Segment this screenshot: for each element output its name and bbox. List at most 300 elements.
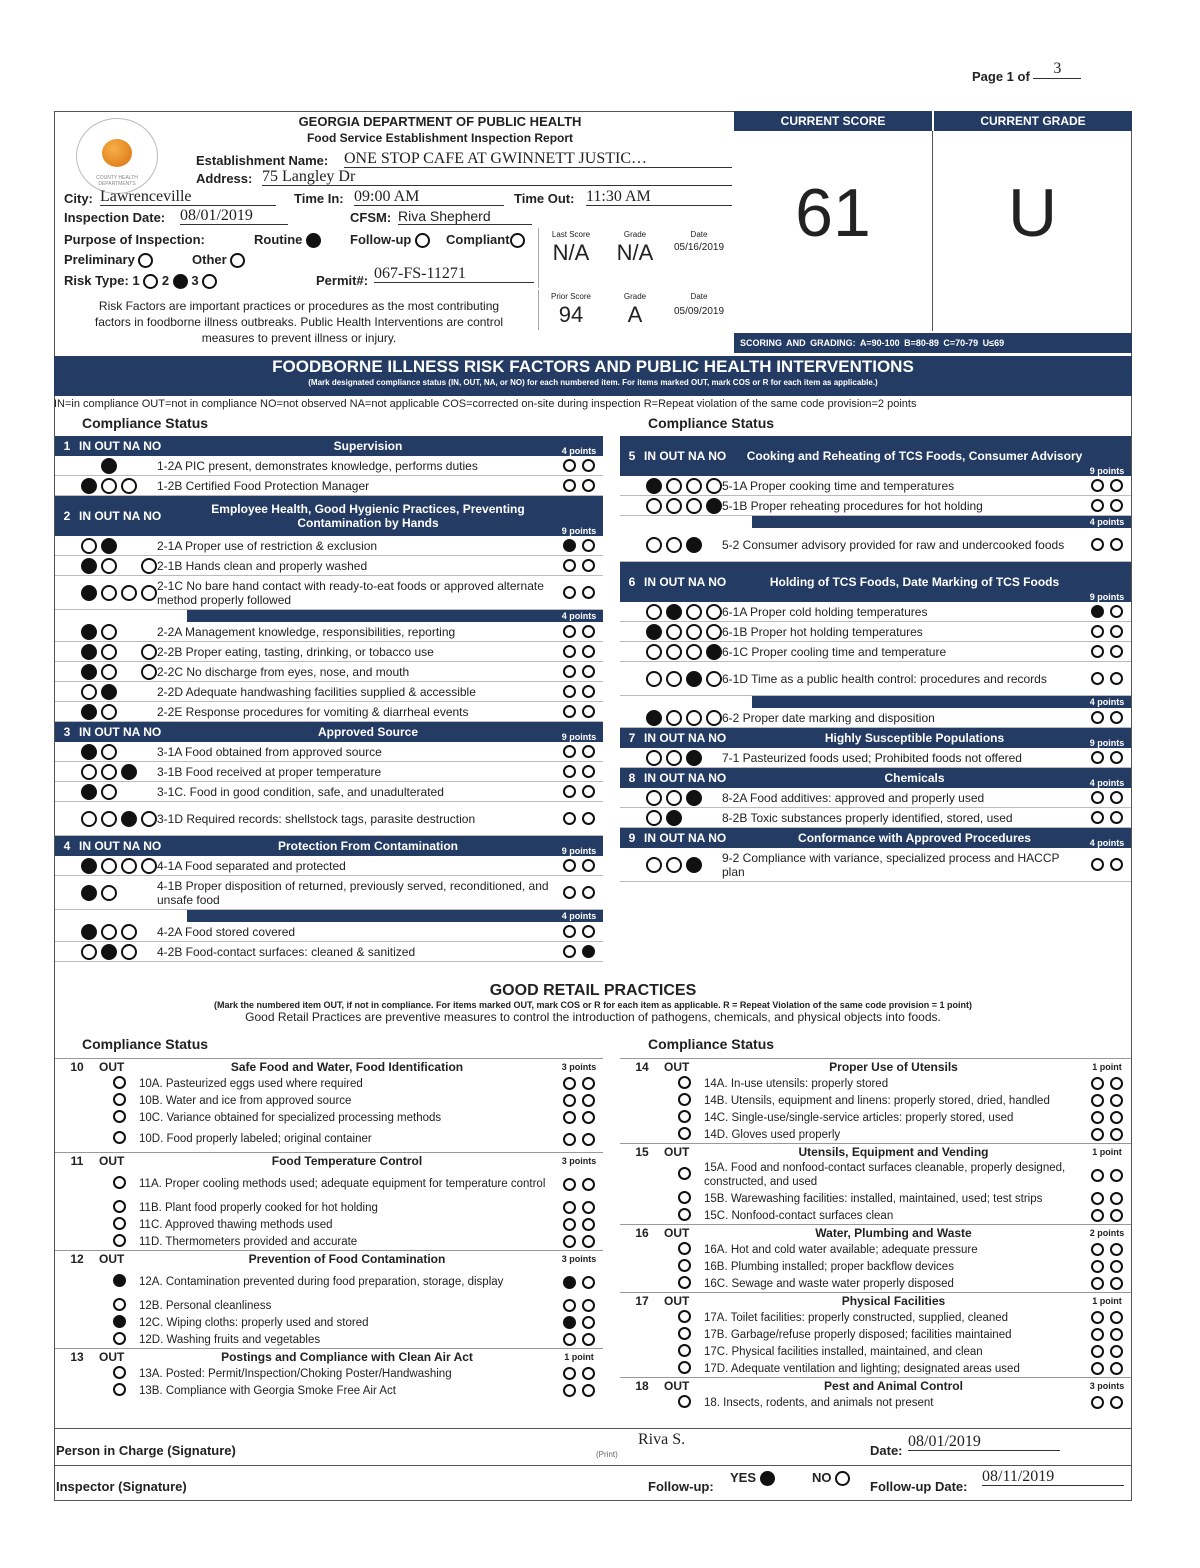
empty-circle[interactable] xyxy=(113,1298,126,1311)
filled-circle[interactable] xyxy=(101,458,117,474)
empty-circle[interactable] xyxy=(113,1110,126,1123)
empty-circle[interactable] xyxy=(141,811,157,827)
empty-circle[interactable] xyxy=(81,944,97,960)
filled-circle[interactable] xyxy=(1091,605,1104,618)
compliant-radio[interactable] xyxy=(510,233,525,248)
empty-circle[interactable] xyxy=(666,537,682,553)
signature-date-field[interactable]: 08/01/2019 xyxy=(908,1434,1060,1451)
empty-circle[interactable] xyxy=(563,586,576,599)
empty-circle[interactable] xyxy=(646,537,662,553)
empty-circle[interactable] xyxy=(101,624,117,640)
empty-circle[interactable] xyxy=(1110,1077,1123,1090)
empty-circle[interactable] xyxy=(113,1366,126,1379)
followup-yes-radio[interactable] xyxy=(760,1471,775,1486)
cos-r-marks xyxy=(1083,605,1131,618)
risk-type-3-radio[interactable] xyxy=(202,274,217,289)
empty-circle[interactable] xyxy=(113,1076,126,1089)
empty-circle[interactable] xyxy=(1110,811,1123,824)
empty-circle[interactable] xyxy=(582,1276,595,1289)
empty-circle[interactable] xyxy=(101,744,117,760)
empty-circle[interactable] xyxy=(1091,1311,1104,1324)
empty-circle[interactable] xyxy=(113,1131,126,1144)
cos-r-marks xyxy=(1083,1169,1131,1182)
filled-circle[interactable] xyxy=(113,1315,126,1328)
empty-circle[interactable] xyxy=(678,1327,691,1340)
empty-circle[interactable] xyxy=(678,1344,691,1357)
empty-circle[interactable] xyxy=(1110,1094,1123,1107)
empty-circle[interactable] xyxy=(563,945,576,958)
empty-circle[interactable] xyxy=(1091,479,1104,492)
empty-circle[interactable] xyxy=(582,925,595,938)
out-mark xyxy=(99,1315,139,1331)
empty-circle[interactable] xyxy=(113,1200,126,1213)
empty-circle[interactable] xyxy=(1110,1192,1123,1205)
empty-circle[interactable] xyxy=(582,1299,595,1312)
compliance-item-row xyxy=(55,856,603,876)
item-description: 17A. Toilet facilities: properly constructed, supplied, cleaned xyxy=(704,1311,1009,1324)
empty-circle[interactable] xyxy=(678,1259,691,1272)
empty-circle[interactable] xyxy=(582,645,595,658)
item-description: 6-1A Proper cold holding temperatures xyxy=(722,604,928,619)
empty-circle[interactable] xyxy=(1110,1362,1123,1375)
empty-circle[interactable] xyxy=(1110,672,1123,685)
empty-circle[interactable] xyxy=(678,1191,691,1204)
empty-circle[interactable] xyxy=(121,585,137,601)
routine-radio[interactable] xyxy=(306,233,321,248)
empty-circle[interactable] xyxy=(1110,1260,1123,1273)
empty-circle[interactable] xyxy=(706,710,722,726)
empty-circle[interactable] xyxy=(1110,1169,1123,1182)
empty-circle[interactable] xyxy=(563,886,576,899)
filled-circle[interactable] xyxy=(563,1316,576,1329)
empty-circle[interactable] xyxy=(563,559,576,572)
compliance-item-row xyxy=(55,742,603,762)
empty-circle[interactable] xyxy=(563,1133,576,1146)
empty-circle[interactable] xyxy=(563,665,576,678)
filled-circle[interactable] xyxy=(686,857,702,873)
empty-circle[interactable] xyxy=(678,1242,691,1255)
empty-circle[interactable] xyxy=(582,765,595,778)
empty-circle[interactable] xyxy=(141,644,157,660)
compliance-status-marks xyxy=(620,857,722,873)
empty-circle[interactable] xyxy=(121,478,137,494)
empty-circle[interactable] xyxy=(678,1208,691,1221)
empty-circle[interactable] xyxy=(666,790,682,806)
filled-circle[interactable] xyxy=(686,790,702,806)
inspection-date-field[interactable]: 08/01/2019 xyxy=(180,208,288,225)
gr-item-row xyxy=(55,1169,603,1199)
empty-circle[interactable] xyxy=(582,859,595,872)
empty-circle[interactable] xyxy=(1091,1192,1104,1205)
empty-circle[interactable] xyxy=(1091,645,1104,658)
empty-circle[interactable] xyxy=(666,498,682,514)
empty-circle[interactable] xyxy=(1110,858,1123,871)
empty-circle[interactable] xyxy=(646,604,662,620)
empty-circle[interactable] xyxy=(678,1093,691,1106)
empty-circle[interactable] xyxy=(563,1367,576,1380)
item-description: 10C. Variance obtained for specialized processing methods xyxy=(139,1111,442,1124)
filled-circle[interactable] xyxy=(646,478,662,494)
empty-circle[interactable] xyxy=(563,745,576,758)
empty-circle[interactable] xyxy=(678,1395,691,1408)
empty-circle[interactable] xyxy=(1091,1243,1104,1256)
time-in-field[interactable]: 09:00 AM xyxy=(354,189,504,206)
filled-circle[interactable] xyxy=(81,558,97,574)
empty-circle[interactable] xyxy=(1091,811,1104,824)
filled-circle[interactable] xyxy=(81,664,97,680)
empty-circle[interactable] xyxy=(582,1333,595,1346)
empty-circle[interactable] xyxy=(81,811,97,827)
empty-circle[interactable] xyxy=(1091,751,1104,764)
empty-circle[interactable] xyxy=(666,710,682,726)
empty-circle[interactable] xyxy=(678,1276,691,1289)
empty-circle[interactable] xyxy=(1110,751,1123,764)
establishment-name-field[interactable]: ONE STOP CAFE AT GWINNETT JUSTIC… xyxy=(344,151,732,168)
empty-circle[interactable] xyxy=(1110,1396,1123,1409)
empty-circle[interactable] xyxy=(563,765,576,778)
empty-circle[interactable] xyxy=(582,539,595,552)
empty-circle[interactable] xyxy=(1091,1260,1104,1273)
empty-circle[interactable] xyxy=(101,924,117,940)
empty-circle[interactable] xyxy=(1110,1328,1123,1341)
empty-circle[interactable] xyxy=(1091,1328,1104,1341)
empty-circle[interactable] xyxy=(1110,791,1123,804)
empty-circle[interactable] xyxy=(1091,858,1104,871)
empty-circle[interactable] xyxy=(1091,1128,1104,1141)
empty-circle[interactable] xyxy=(1110,1243,1123,1256)
empty-circle[interactable] xyxy=(141,585,157,601)
empty-circle[interactable] xyxy=(582,1367,595,1380)
empty-circle[interactable] xyxy=(646,644,662,660)
empty-circle[interactable] xyxy=(101,811,117,827)
empty-circle[interactable] xyxy=(666,671,682,687)
empty-circle[interactable] xyxy=(563,1094,576,1107)
empty-circle[interactable] xyxy=(141,558,157,574)
item-description: 10A. Pasteurized eggs used where required xyxy=(139,1077,363,1090)
empty-circle[interactable] xyxy=(1091,499,1104,512)
empty-circle[interactable] xyxy=(81,684,97,700)
empty-circle[interactable] xyxy=(582,625,595,638)
empty-circle[interactable] xyxy=(582,1077,595,1090)
empty-circle[interactable] xyxy=(563,1178,576,1191)
out-mark xyxy=(99,1110,139,1126)
empty-circle[interactable] xyxy=(113,1217,126,1230)
empty-circle[interactable] xyxy=(582,1133,595,1146)
filled-circle[interactable] xyxy=(563,539,576,552)
filled-circle[interactable] xyxy=(81,924,97,940)
preliminary-radio[interactable] xyxy=(138,253,153,268)
empty-circle[interactable] xyxy=(582,685,595,698)
empty-circle[interactable] xyxy=(678,1110,691,1123)
empty-circle[interactable] xyxy=(563,1299,576,1312)
empty-circle[interactable] xyxy=(582,785,595,798)
empty-circle[interactable] xyxy=(563,812,576,825)
empty-circle[interactable] xyxy=(1110,1111,1123,1124)
empty-circle[interactable] xyxy=(101,664,117,680)
filled-circle[interactable] xyxy=(81,644,97,660)
compliance-columns: IN OUT NA NO xyxy=(644,731,727,745)
followup-radio[interactable] xyxy=(415,233,430,248)
empty-circle[interactable] xyxy=(563,1077,576,1090)
empty-circle[interactable] xyxy=(582,1094,595,1107)
empty-circle[interactable] xyxy=(1110,605,1123,618)
empty-circle[interactable] xyxy=(1091,1111,1104,1124)
empty-circle[interactable] xyxy=(1091,711,1104,724)
section-header-8 xyxy=(620,768,1131,788)
empty-circle[interactable] xyxy=(141,858,157,874)
empty-circle[interactable] xyxy=(646,857,662,873)
empty-circle[interactable] xyxy=(1110,499,1123,512)
filled-circle[interactable] xyxy=(686,750,702,766)
empty-circle[interactable] xyxy=(101,784,117,800)
empty-circle[interactable] xyxy=(113,1332,126,1345)
filled-circle[interactable] xyxy=(686,671,702,687)
filled-circle[interactable] xyxy=(121,811,137,827)
empty-circle[interactable] xyxy=(1091,1209,1104,1222)
empty-circle[interactable] xyxy=(678,1167,691,1180)
empty-circle[interactable] xyxy=(678,1127,691,1140)
permit-field[interactable]: 067-FS-11271 xyxy=(374,266,534,283)
empty-circle[interactable] xyxy=(101,764,117,780)
empty-circle[interactable] xyxy=(706,624,722,640)
empty-circle[interactable] xyxy=(582,745,595,758)
compliance-columns: IN OUT NA NO xyxy=(79,839,162,853)
empty-circle[interactable] xyxy=(582,1201,595,1214)
empty-circle[interactable] xyxy=(113,1093,126,1106)
empty-circle[interactable] xyxy=(646,498,662,514)
item-description: 2-2E Response procedures for vomiting & diarrheal events xyxy=(157,704,469,719)
filled-circle[interactable] xyxy=(81,624,97,640)
empty-circle[interactable] xyxy=(646,671,662,687)
empty-circle[interactable] xyxy=(1091,625,1104,638)
city-field[interactable]: Lawrenceville xyxy=(100,189,276,206)
filled-circle[interactable] xyxy=(646,710,662,726)
risk-type-1-radio[interactable] xyxy=(143,274,158,289)
empty-circle[interactable] xyxy=(1110,625,1123,638)
empty-circle[interactable] xyxy=(582,1384,595,1397)
empty-circle[interactable] xyxy=(563,479,576,492)
followup-no-radio[interactable] xyxy=(835,1471,850,1486)
gr-section-header-14: 14 OUT Proper Use of Utensils 1 point xyxy=(620,1058,1131,1075)
item-description: 1-2A PIC present, demonstrates knowledge, performs duties xyxy=(157,458,478,473)
empty-circle[interactable] xyxy=(686,604,702,620)
section-title: Conformance with Approved Procedures xyxy=(798,831,1031,845)
other-radio[interactable] xyxy=(230,253,245,268)
empty-circle[interactable] xyxy=(1110,538,1123,551)
empty-circle[interactable] xyxy=(1091,1169,1104,1182)
empty-circle[interactable] xyxy=(686,498,702,514)
empty-circle[interactable] xyxy=(101,704,117,720)
empty-circle[interactable] xyxy=(1110,1277,1123,1290)
empty-circle[interactable] xyxy=(666,857,682,873)
item-description: 2-2A Management knowledge, responsibilities, reporting xyxy=(157,624,456,639)
empty-circle[interactable] xyxy=(121,924,137,940)
filled-circle[interactable] xyxy=(113,1274,126,1287)
filled-circle[interactable] xyxy=(706,644,722,660)
empty-circle[interactable] xyxy=(1110,711,1123,724)
empty-circle[interactable] xyxy=(563,1384,576,1397)
empty-circle[interactable] xyxy=(1091,1094,1104,1107)
cos-r-marks xyxy=(555,1077,603,1090)
empty-circle[interactable] xyxy=(113,1176,126,1189)
empty-circle[interactable] xyxy=(121,858,137,874)
empty-circle[interactable] xyxy=(686,644,702,660)
empty-circle[interactable] xyxy=(582,559,595,572)
empty-circle[interactable] xyxy=(113,1383,126,1396)
section-number: 8 xyxy=(628,771,636,785)
filled-circle[interactable] xyxy=(81,478,97,494)
filled-circle[interactable] xyxy=(81,858,97,874)
out-mark xyxy=(664,1167,704,1183)
risk-type-2-radio[interactable] xyxy=(173,274,188,289)
empty-circle[interactable] xyxy=(101,478,117,494)
empty-circle[interactable] xyxy=(563,459,576,472)
empty-circle[interactable] xyxy=(582,665,595,678)
filled-circle[interactable] xyxy=(101,944,117,960)
filled-circle[interactable] xyxy=(81,784,97,800)
empty-circle[interactable] xyxy=(582,1218,595,1231)
filled-circle[interactable] xyxy=(706,498,722,514)
filled-circle[interactable] xyxy=(582,945,595,958)
filled-circle[interactable] xyxy=(81,885,97,901)
empty-circle[interactable] xyxy=(678,1076,691,1089)
empty-circle[interactable] xyxy=(1110,479,1123,492)
item-description: 10B. Water and ice from approved source xyxy=(139,1094,352,1107)
address-field[interactable]: 75 Langley Dr xyxy=(262,169,732,186)
empty-circle[interactable] xyxy=(582,812,595,825)
empty-circle[interactable] xyxy=(563,1111,576,1124)
empty-circle[interactable] xyxy=(582,1235,595,1248)
empty-circle[interactable] xyxy=(1091,1345,1104,1358)
empty-circle[interactable] xyxy=(686,624,702,640)
section-title: Employee Health, Good Hygienic Practices, Preventing Contamination by Hands xyxy=(211,502,525,530)
section-title: Highly Susceptible Populations xyxy=(824,731,1005,745)
empty-circle[interactable] xyxy=(1110,1345,1123,1358)
empty-circle[interactable] xyxy=(646,750,662,766)
empty-circle[interactable] xyxy=(582,586,595,599)
empty-circle[interactable] xyxy=(686,710,702,726)
filled-circle[interactable] xyxy=(81,704,97,720)
empty-circle[interactable] xyxy=(1091,791,1104,804)
empty-circle[interactable] xyxy=(1091,672,1104,685)
filled-circle[interactable] xyxy=(666,810,682,826)
empty-circle[interactable] xyxy=(1110,645,1123,658)
filled-circle[interactable] xyxy=(81,744,97,760)
compliance-status-marks xyxy=(55,784,157,800)
section-number: 9 xyxy=(628,831,636,845)
empty-circle[interactable] xyxy=(582,1111,595,1124)
empty-circle[interactable] xyxy=(666,478,682,494)
empty-circle[interactable] xyxy=(563,645,576,658)
empty-circle[interactable] xyxy=(1091,538,1104,551)
empty-circle[interactable] xyxy=(101,858,117,874)
empty-circle[interactable] xyxy=(1091,1362,1104,1375)
empty-circle[interactable] xyxy=(113,1234,126,1247)
filled-circle[interactable] xyxy=(666,604,682,620)
empty-circle[interactable] xyxy=(563,625,576,638)
compliance-columns: IN OUT NA NO xyxy=(644,575,727,589)
item-description: 15B. Warewashing facilities: installed, maintained, used; test strips xyxy=(704,1192,1043,1205)
empty-circle[interactable] xyxy=(678,1310,691,1323)
empty-circle[interactable] xyxy=(666,750,682,766)
empty-circle[interactable] xyxy=(101,885,117,901)
empty-circle[interactable] xyxy=(563,1201,576,1214)
empty-circle[interactable] xyxy=(1091,1396,1104,1409)
compliance-status-marks xyxy=(620,498,722,514)
out-mark xyxy=(664,1127,704,1143)
filled-circle[interactable] xyxy=(646,624,662,640)
empty-circle[interactable] xyxy=(706,478,722,494)
item-description: 2-2D Adequate handwashing facilities supplied & accessible xyxy=(157,684,476,699)
empty-circle[interactable] xyxy=(563,1333,576,1346)
empty-circle[interactable] xyxy=(101,644,117,660)
pic-printed-name: Riva S. xyxy=(638,1431,686,1448)
empty-circle[interactable] xyxy=(706,671,722,687)
empty-circle[interactable] xyxy=(582,1178,595,1191)
empty-circle[interactable] xyxy=(563,1235,576,1248)
empty-circle[interactable] xyxy=(563,785,576,798)
empty-circle xyxy=(121,644,137,660)
filled-circle[interactable] xyxy=(563,1276,576,1289)
empty-circle[interactable] xyxy=(563,859,576,872)
compliance-item-row xyxy=(55,476,603,496)
filled-circle[interactable] xyxy=(686,537,702,553)
empty-circle[interactable] xyxy=(666,624,682,640)
empty-circle[interactable] xyxy=(582,479,595,492)
empty-circle[interactable] xyxy=(1110,1128,1123,1141)
cos-r-marks xyxy=(1083,711,1131,724)
empty-circle[interactable] xyxy=(1110,1209,1123,1222)
filled-circle[interactable] xyxy=(101,538,117,554)
points-group-header: 4 points xyxy=(187,610,603,622)
empty-circle[interactable] xyxy=(563,925,576,938)
empty-circle[interactable] xyxy=(101,585,117,601)
empty-circle[interactable] xyxy=(1091,1077,1104,1090)
filled-circle[interactable] xyxy=(101,684,117,700)
followup-date-field[interactable]: 08/11/2019 xyxy=(982,1469,1124,1486)
gr-item-row xyxy=(620,1343,1131,1360)
empty-circle[interactable] xyxy=(1110,1311,1123,1324)
empty-circle[interactable] xyxy=(582,459,595,472)
filled-circle[interactable] xyxy=(121,764,137,780)
empty-circle[interactable] xyxy=(563,1218,576,1231)
empty-circle[interactable] xyxy=(666,644,682,660)
empty-circle[interactable] xyxy=(141,664,157,680)
empty-circle[interactable] xyxy=(686,478,702,494)
empty-circle[interactable] xyxy=(563,705,576,718)
filled-circle[interactable] xyxy=(81,585,97,601)
empty-circle[interactable] xyxy=(563,685,576,698)
empty-circle[interactable] xyxy=(582,1316,595,1329)
empty-circle[interactable] xyxy=(81,764,97,780)
empty-circle[interactable] xyxy=(582,705,595,718)
cfsm-field[interactable]: Riva Shepherd xyxy=(398,208,532,225)
empty-circle[interactable] xyxy=(1091,1277,1104,1290)
empty-circle[interactable] xyxy=(121,944,137,960)
empty-circle[interactable] xyxy=(81,538,97,554)
empty-circle[interactable] xyxy=(646,810,662,826)
empty-circle[interactable] xyxy=(646,790,662,806)
empty-circle[interactable] xyxy=(678,1361,691,1374)
empty-circle[interactable] xyxy=(582,886,595,899)
empty-circle[interactable] xyxy=(101,558,117,574)
time-out-field[interactable]: 11:30 AM xyxy=(586,189,732,206)
compliance-status-marks xyxy=(620,478,722,494)
cos-r-marks xyxy=(555,925,603,938)
empty-circle[interactable] xyxy=(706,604,722,620)
cos-r-marks xyxy=(555,1299,603,1312)
section-title: Holding of TCS Foods, Date Marking of TCS Foods xyxy=(769,575,1060,589)
